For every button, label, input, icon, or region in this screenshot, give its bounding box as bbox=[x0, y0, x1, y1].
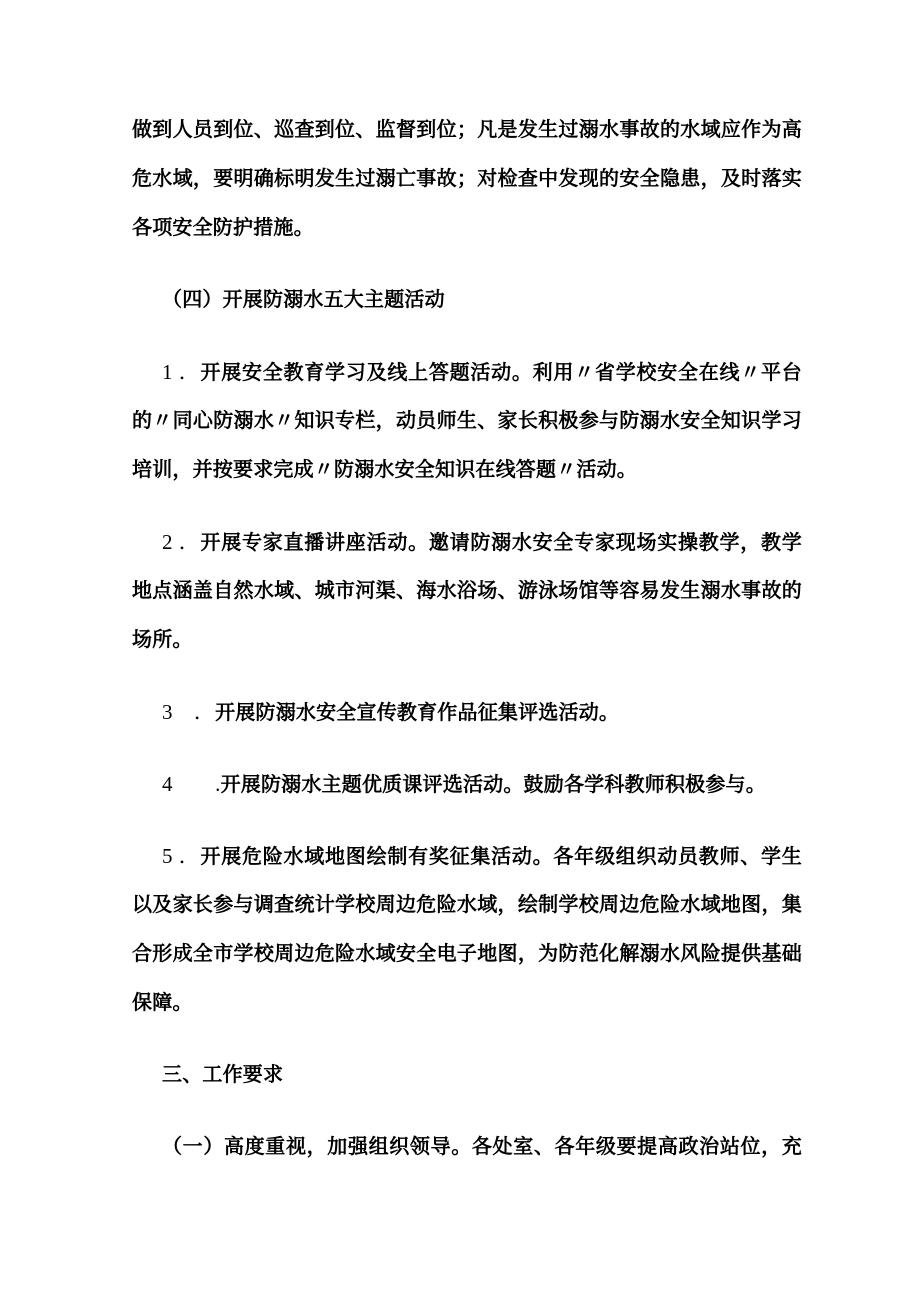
document-line: （四）开展防溺水五大主题活动 bbox=[162, 289, 445, 311]
list-number: 1 ． bbox=[162, 360, 201, 384]
document-line: 培训，并按要求完成〃防溺水安全知识在线答题〃活动。 bbox=[132, 459, 637, 481]
document-text-block bbox=[132, 106, 802, 1172]
paragraph-numbered-item bbox=[132, 518, 802, 665]
paragraph-heading bbox=[132, 1051, 802, 1100]
paragraph-heading bbox=[132, 276, 802, 325]
document-line: 以及家长参与调查统计学校周边危险水域，绘制学校周边危险水域地图，集 bbox=[132, 894, 802, 916]
document-line: 危水域，要明确标明发生过溺亡事故；对检查中发现的安全隐患，及时落实 bbox=[132, 168, 802, 190]
paragraph-body-continuation bbox=[132, 106, 802, 253]
list-number: 5 ． bbox=[162, 844, 201, 868]
document-line-text: 开展防溺水主题优质课评选活动。鼓励各学科教师积极参与。 bbox=[220, 774, 766, 796]
list-number: 3 ． bbox=[162, 700, 216, 724]
document-line: 合形成全市学校周边危险水域安全电子地图，为防范化解溺水风险提供基础 bbox=[132, 943, 802, 965]
document-line bbox=[132, 518, 802, 567]
paragraph-numbered-item bbox=[132, 832, 802, 1028]
document-line: 的〃同心防溺水〃知识专栏，动员师生、家长积极参与防溺水安全知识学习 bbox=[132, 410, 802, 432]
document-line bbox=[132, 832, 802, 881]
paragraph-numbered-item bbox=[132, 760, 802, 809]
document-line-text: 开展防溺水安全宣传教育作品征集评选活动。 bbox=[215, 702, 620, 724]
paragraph-numbered-item bbox=[132, 688, 802, 737]
list-number: 4 . bbox=[162, 772, 221, 796]
document-line-text: 开展安全教育学习及线上答题活动。利用〃省学校安全在线〃平台 bbox=[200, 362, 802, 384]
document-line: 场所。 bbox=[132, 629, 193, 651]
document-line bbox=[132, 688, 802, 737]
paragraph-numbered-item bbox=[132, 348, 802, 495]
document-line-text: 开展专家直播讲座活动。邀请防溺水安全专家现场实操教学，教学 bbox=[200, 532, 802, 554]
paragraph-body bbox=[132, 1123, 802, 1172]
document-line: 做到人员到位、巡查到位、监督到位；凡是发生过溺水事故的水域应作为高 bbox=[132, 119, 802, 141]
document-line bbox=[132, 348, 802, 397]
document-line: 各项安全防护措施。 bbox=[132, 217, 314, 239]
document-line: 地点涵盖自然水域、城市河渠、海水浴场、游泳场馆等容易发生溺水事故的 bbox=[132, 580, 802, 602]
list-number: 2 ． bbox=[162, 530, 201, 554]
document-line: 保障。 bbox=[132, 992, 193, 1014]
document-line: （一）高度重视，加强组织领导。各处室、各年级要提高政治站位，充 bbox=[162, 1136, 802, 1158]
document-line bbox=[132, 760, 802, 809]
document-line: 三、工作要求 bbox=[162, 1064, 284, 1086]
document-line-text: 开展危险水域地图绘制有奖征集活动。各年级组织动员教师、学生 bbox=[200, 846, 802, 868]
